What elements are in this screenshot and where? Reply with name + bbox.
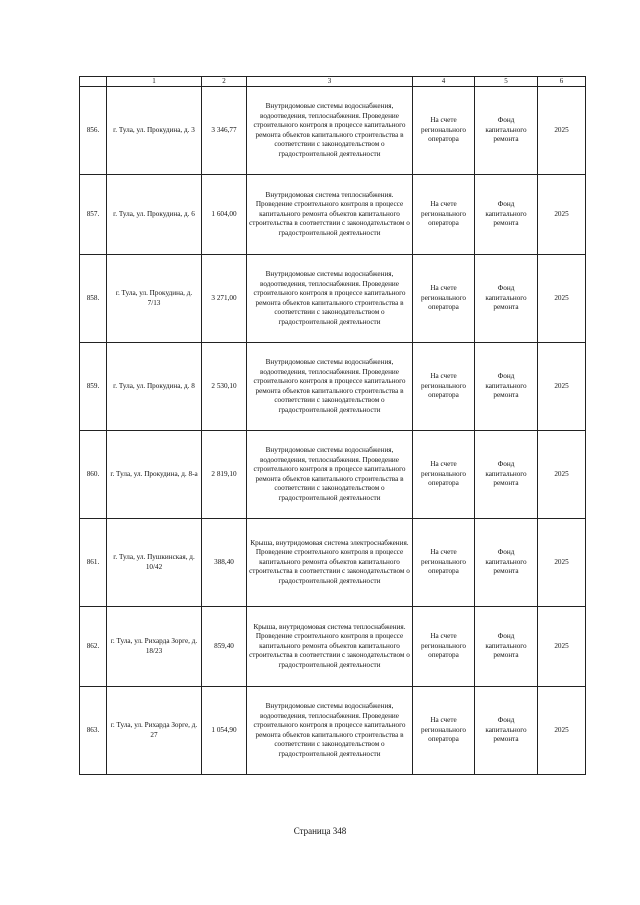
row-number: 862.: [80, 607, 107, 687]
funding-source-cell: Фонд капитального ремонта: [475, 687, 538, 775]
funding-method-cell: На счете регионального оператора: [413, 87, 475, 175]
row-number: 857.: [80, 175, 107, 255]
page-number: Страница 348: [293, 826, 347, 836]
work-description-cell: Внутридомовые системы водоснабжения, водоотведения, теплоснабжения. Проведение строительного контроля в процессе капитального ремонта объектов капитального строительства в соответствии с законодательством о градостроительной деятельности: [247, 87, 413, 175]
cost-cell: 1 054,90: [202, 687, 247, 775]
year-cell: 2025: [538, 431, 586, 519]
table-row: [80, 519, 586, 607]
work-description-cell: Внутридомовые системы водоснабжения, водоотведения, теплоснабжения. Проведение строительного контроля в процессе капитального ремонта объектов капитального строительства в соответствии с законодательством о градостроительной деятельности: [247, 431, 413, 519]
row-number: 856.: [80, 87, 107, 175]
row-number: 860.: [80, 431, 107, 519]
address-cell: г. Тула, ул. Рихарда Зорге, д. 27: [107, 687, 202, 775]
address-cell: г. Тула, ул. Прокудина, д. 3: [107, 87, 202, 175]
funding-source-cell: Фонд капитального ремонта: [475, 87, 538, 175]
column-number-row: [80, 77, 586, 87]
repair-program-table: [79, 76, 586, 775]
column-number-cell: 3: [247, 77, 413, 87]
year-cell: 2025: [538, 687, 586, 775]
table-row: [80, 431, 586, 519]
column-number-cell: 2: [202, 77, 247, 87]
address-cell: г. Тула, ул. Прокудина, д. 7/13: [107, 255, 202, 343]
column-number-cell: [80, 77, 107, 87]
work-description-cell: Крыша, внутридомовая система электроснабжения. Проведение строительного контроля в процессе капитального ремонта объектов капитального строительства в соответствии с законодательством о градостроительной деятельности: [247, 519, 413, 607]
table-row: [80, 87, 586, 175]
cost-cell: 2 530,10: [202, 343, 247, 431]
cost-cell: 2 819,10: [202, 431, 247, 519]
year-cell: 2025: [538, 255, 586, 343]
table-body: [80, 87, 586, 775]
funding-source-cell: Фонд капитального ремонта: [475, 175, 538, 255]
cost-cell: 3 271,00: [202, 255, 247, 343]
work-description-cell: Внутридомовые системы водоснабжения, водоотведения, теплоснабжения. Проведение строительного контроля в процессе капитального ремонта объектов капитального строительства в соответствии с законодательством о градостроительной деятельности: [247, 255, 413, 343]
column-number-cell: 1: [107, 77, 202, 87]
funding-source-cell: Фонд капитального ремонта: [475, 431, 538, 519]
year-cell: 2025: [538, 175, 586, 255]
work-description-cell: Внутридомовая система теплоснабжения. Проведение строительного контроля в процессе капитального ремонта объектов капитального строительства в соответствии с законодательством о градостроительной деятельности: [247, 175, 413, 255]
address-cell: г. Тула, ул. Пушкинская, д. 10/42: [107, 519, 202, 607]
table-row: [80, 343, 586, 431]
table-row: [80, 607, 586, 687]
repair-program-table-container: [79, 76, 585, 775]
work-description-cell: Внутридомовые системы водоснабжения, водоотведения, теплоснабжения. Проведение строительного контроля в процессе капитального ремонта объектов капитального строительства в соответствии с законодательством о градостроительной деятельности: [247, 687, 413, 775]
work-description-cell: Крыша, внутридомовая система теплоснабжения. Проведение строительного контроля в процессе капитального ремонта объектов капитального строительства в соответствии с законодательством о градостроительной деятельности: [247, 607, 413, 687]
funding-source-cell: Фонд капитального ремонта: [475, 255, 538, 343]
table-row: [80, 687, 586, 775]
cost-cell: 1 604,00: [202, 175, 247, 255]
year-cell: 2025: [538, 519, 586, 607]
address-cell: г. Тула, ул. Прокудина, д. 8: [107, 343, 202, 431]
address-cell: г. Тула, ул. Прокудина, д. 8-а: [107, 431, 202, 519]
year-cell: 2025: [538, 343, 586, 431]
funding-method-cell: На счете регионального оператора: [413, 175, 475, 255]
funding-method-cell: На счете регионального оператора: [413, 255, 475, 343]
cost-cell: 388,40: [202, 519, 247, 607]
table-row: [80, 175, 586, 255]
address-cell: г. Тула, ул. Прокудина, д. 6: [107, 175, 202, 255]
funding-source-cell: Фонд капитального ремонта: [475, 519, 538, 607]
column-number-cell: 5: [475, 77, 538, 87]
table-row: [80, 255, 586, 343]
row-number: 861.: [80, 519, 107, 607]
funding-method-cell: На счете регионального оператора: [413, 607, 475, 687]
row-number: 859.: [80, 343, 107, 431]
funding-method-cell: На счете регионального оператора: [413, 431, 475, 519]
funding-method-cell: На счете регионального оператора: [413, 343, 475, 431]
funding-source-cell: Фонд капитального ремонта: [475, 607, 538, 687]
row-number: 863.: [80, 687, 107, 775]
column-number-cell: 6: [538, 77, 586, 87]
year-cell: 2025: [538, 607, 586, 687]
year-cell: 2025: [538, 87, 586, 175]
row-number: 858.: [80, 255, 107, 343]
table-header: [80, 77, 586, 87]
work-description-cell: Внутридомовые системы водоснабжения, водоотведения, теплоснабжения. Проведение строительного контроля в процессе капитального ремонта объектов капитального строительства в соответствии с законодательством о градостроительной деятельности: [247, 343, 413, 431]
address-cell: г. Тула, ул. Рихарда Зорге, д. 18/23: [107, 607, 202, 687]
funding-method-cell: На счете регионального оператора: [413, 519, 475, 607]
cost-cell: 859,40: [202, 607, 247, 687]
column-number-cell: 4: [413, 77, 475, 87]
cost-cell: 3 346,77: [202, 87, 247, 175]
funding-source-cell: Фонд капитального ремонта: [475, 343, 538, 431]
funding-method-cell: На счете регионального оператора: [413, 687, 475, 775]
